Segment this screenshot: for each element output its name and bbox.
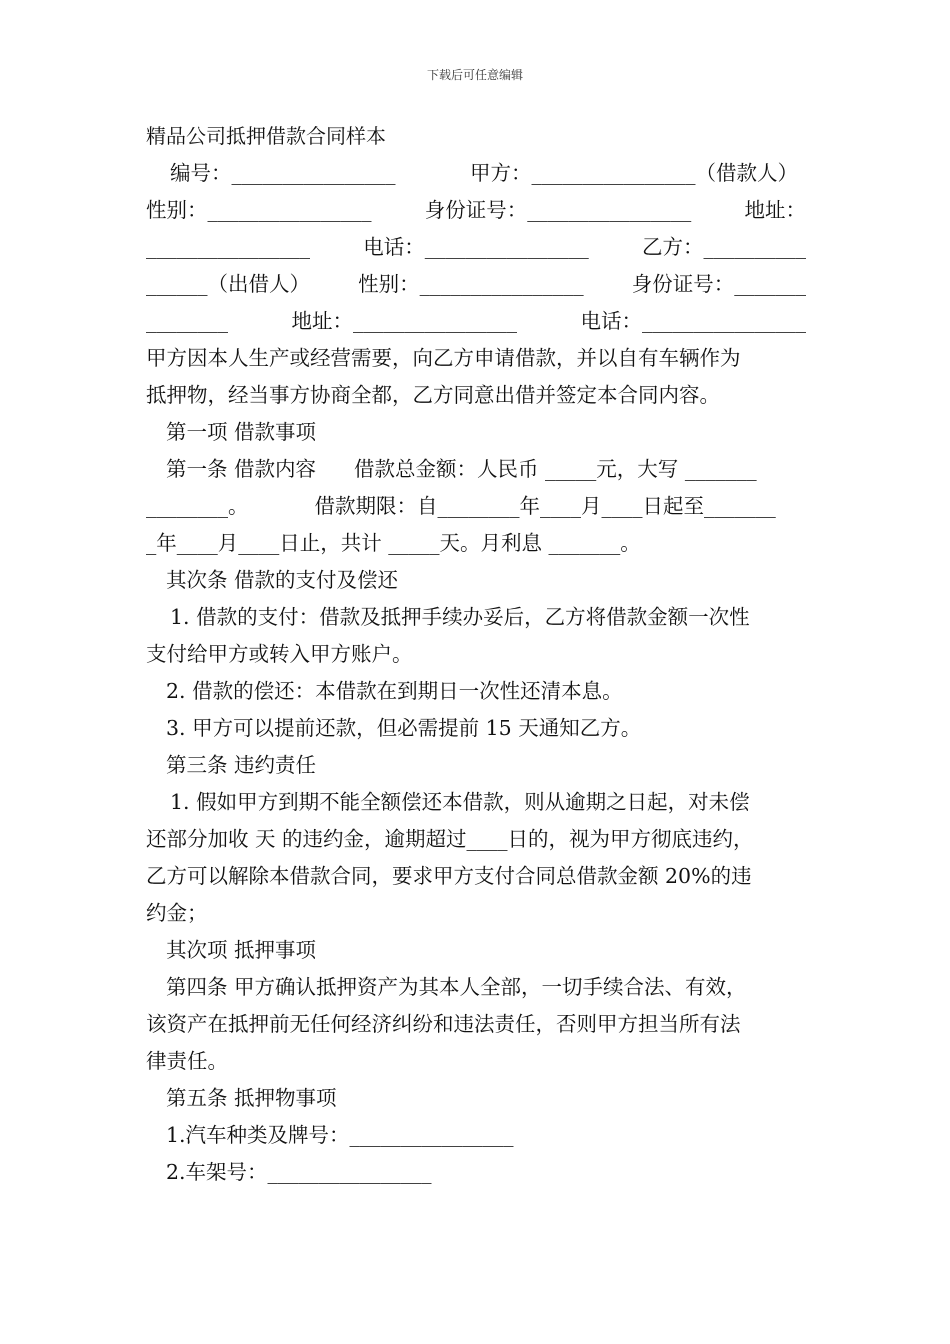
article-3-line-4: 约金；: [146, 901, 208, 925]
intro-line-1: 甲方因本人生产或经营需要，向乙方申请借款，并以自有车辆作为: [146, 346, 741, 370]
article-5-heading: 第五条 抵押物事项: [166, 1086, 337, 1110]
article-1-line-2: [146, 488, 806, 525]
party-a-field[interactable]: 甲方：________________（借款人）: [470, 161, 798, 185]
page-header: 下载后可任意编辑: [426, 68, 523, 82]
vehicle-frame-number-field[interactable]: 2.车架号：________________: [166, 1160, 432, 1184]
article-3-line-1: 1. 假如甲方到期不能全额偿还本借款，则从逾期之日起，对未偿: [170, 790, 750, 814]
article-2-heading: 其次条 借款的支付及偿还: [166, 568, 399, 592]
gender-a-field[interactable]: 性别：________________: [146, 198, 372, 222]
loan-amount-field[interactable]: 借款总金额：人民币 _____元，大写 _______: [354, 457, 757, 481]
phone-b-field[interactable]: 电话：________________: [580, 309, 806, 333]
loan-term-field[interactable]: 借款期限：自________年____月____日起至_______: [314, 494, 776, 518]
article-4-line-2: 该资产在抵押前无任何经济纠纷和违法责任，否则甲方担当所有法: [146, 1012, 741, 1036]
contract-body: [146, 118, 806, 1191]
phone-a-field[interactable]: 电话：________________: [363, 235, 589, 259]
article-4-line-1: 第四条 甲方确认抵押资产为其本人全部，一切手续合法、有效，: [166, 975, 747, 999]
article-2-item-1-cont: 支付给甲方或转入甲方账户。: [146, 642, 413, 666]
article-2-item-3: 3. 甲方可以提前还款，但必需提前 15 天通知乙方。: [166, 716, 642, 740]
document-title: 精品公司抵押借款合同样本: [146, 124, 386, 148]
id-number-b-field[interactable]: 身份证号：_______: [631, 272, 806, 296]
vehicle-type-field[interactable]: 1.汽车种类及牌号：________________: [166, 1123, 514, 1147]
address-a-field[interactable]: ________________: [146, 235, 310, 259]
article-4-line-3: 律责任。: [146, 1049, 228, 1073]
amount-words-field[interactable]: ________。: [146, 494, 249, 518]
intro-line-2: 抵押物，经当事方协商全都，乙方同意出借并签定本合同内容。: [146, 383, 720, 407]
article-3-line-3: 乙方可以解除本借款合同，要求甲方支付合同总借款金额 20%的违: [146, 864, 752, 888]
field-row-1: [146, 155, 806, 192]
id-number-a-field[interactable]: 身份证号：________________: [424, 198, 692, 222]
article-1-line-3: _年____月____日止，共计 _____天。月利息 _______。: [146, 531, 641, 555]
contract-number-field[interactable]: 编号：________________: [170, 161, 396, 185]
lender-label: ______（出借人）: [146, 272, 310, 296]
field-row-2: [146, 192, 806, 229]
article-1-line-1: [146, 451, 806, 488]
article-3-heading: 第三条 违约责任: [166, 753, 317, 777]
party-b-field[interactable]: 乙方：__________: [642, 235, 806, 259]
field-row-3: [146, 229, 806, 266]
field-row-5: [146, 303, 806, 340]
id-number-b-continued[interactable]: ________: [146, 309, 228, 333]
address-a-label: 地址：: [744, 198, 806, 222]
field-row-4: [146, 266, 806, 303]
article-3-line-2: 还部分加收 天 的违约金，逾期超过____日的，视为甲方彻底违约，: [146, 827, 754, 851]
article-2-item-1: 1. 借款的支付：借款及抵押手续办妥后，乙方将借款金额一次性: [170, 605, 750, 629]
section-2-heading: 其次项 抵押事项: [166, 938, 317, 962]
article-2-item-2: 2. 借款的偿还：本借款在到期日一次性还清本息。: [166, 679, 623, 703]
section-1-heading: 第一项 借款事项: [166, 420, 317, 444]
gender-b-field[interactable]: 性别：________________: [358, 272, 584, 296]
address-b-field[interactable]: 地址：________________: [291, 309, 517, 333]
article-1-heading: 第一条 借款内容: [166, 457, 317, 481]
